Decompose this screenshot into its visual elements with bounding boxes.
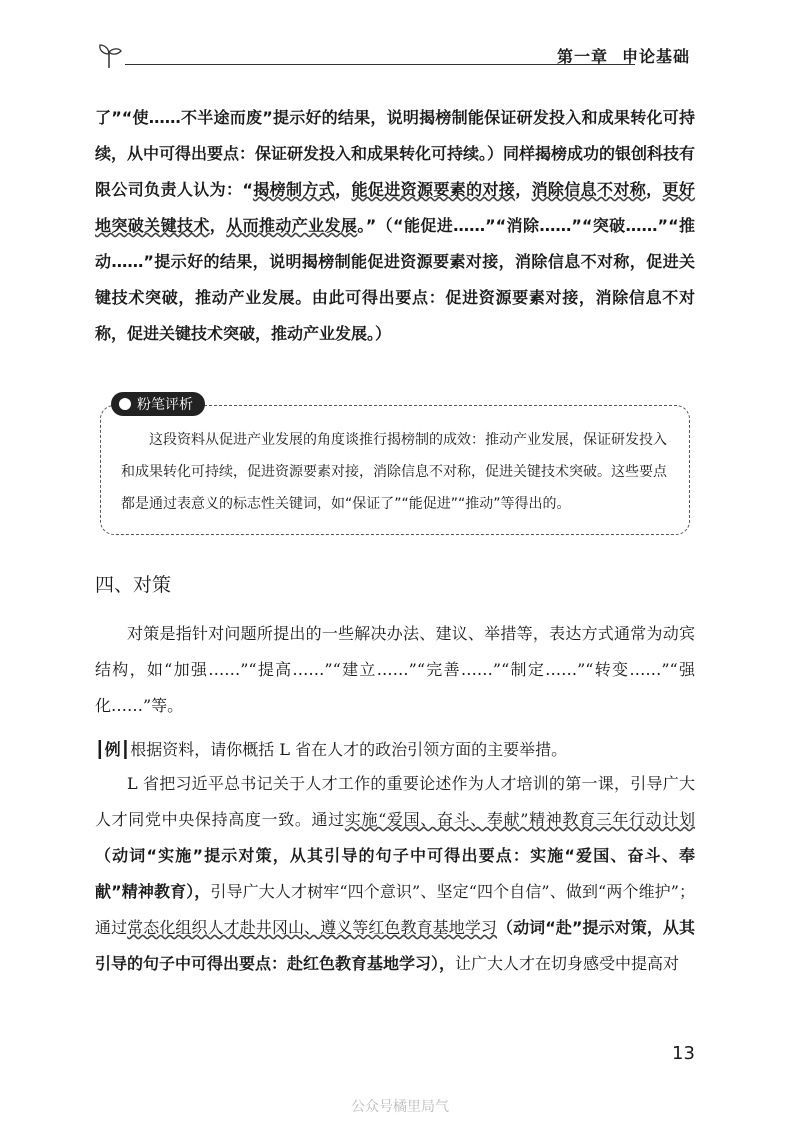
comment-tag (111, 392, 205, 416)
paragraph-definition: 对策是指针对问题所提出的一些解决办法、建议、举措等，表达方式通常为动宾结构，如“加强……”“提高……”“建立……”“完善……”“制定……”“转变……”“强化……”等。 (95, 624, 695, 715)
underlined-phrase: 从而推动产业发展 (226, 216, 358, 235)
page-header (95, 40, 700, 70)
text-run: L 省把习近平总书记关于人才工作的重要论述作为人才培训的第一课，引导广大人才同党中央保持高度一致。通过 (95, 774, 695, 829)
section-title: 四、对策 (95, 574, 172, 596)
example-question (95, 732, 695, 768)
underlined-phrase: 实施“爱国、奋斗、奉献”精神教育三年行动计划 (344, 810, 695, 829)
leaf-icon (119, 398, 131, 410)
watermark: 公众号橘里局气 (351, 1099, 449, 1115)
example-tag: ┃例┃ (95, 740, 131, 759)
text-run: ， (209, 216, 227, 235)
underlined-phrase: 更好地突破关键技术 (95, 180, 695, 235)
paragraph-analysis (95, 100, 695, 352)
comment-text: 这段资料从促进产业发展的角度谈推行揭榜制的成效：推动产业发展，保证研发投入和成果转化可持续，促进资源要素对接，消除信息不对称，促进关键技术突破。这些要点都是通过表意义的标志性关键词，如“保证了”“能促进”“推动”等得出的。 (121, 432, 667, 512)
annotation-run: （动词“实施”提示对策，从其引导的句子中可得出要点：实施“爱国、奋斗、奉献”精神教育）， (95, 846, 695, 901)
text-run: 。” (357, 216, 377, 235)
underlined-phrase: 揭榜制方式 (252, 180, 336, 199)
text-run: （“能促进……”“消除……”“突破……”“推动……”提示好的结果，说明揭榜制能促进资源要素对接，消除信息不对称，促进关键技术突破，推动产业发展。由此可得出要点：促进资源要素对接，消除信息不对称，促进关键技术突破，推动产业发展。） (95, 216, 695, 343)
text-run: 了”“使……不半途而废”提示好的结果，说明揭榜制能保证研发投入和成果转化可持续，从中可得出要点：保证研发投入和成果转化可持续。）同样揭榜成功的银创科技有限公司负责人认为：“ (95, 108, 696, 199)
comment-tag-label: 粉笔评析 (137, 397, 193, 413)
text-run: ， (515, 180, 532, 199)
comment-box (100, 397, 690, 535)
paragraph-material (95, 766, 695, 982)
text-run: ， (335, 180, 352, 199)
text-run: 引导广大人才树牢“四个意识”、坚定“四个自信”、做到“两个维护”；通过 (95, 882, 695, 937)
underlined-phrase: 常态化组织人才赴井冈山、遵义等红色教育基地学习 (127, 918, 497, 937)
underlined-phrase: 消除信息不对称 (531, 180, 647, 199)
chapter-title: 申论基础 (621, 47, 690, 66)
sprout-icon (95, 40, 125, 70)
chapter-number: 第一章 (556, 47, 608, 66)
text-run: 让广大人才在切身感受中提高对 (455, 954, 680, 973)
annotation-run: （动词“赴”提示对策，从其引导的句子中可得出要点：赴红色教育基地学习）， (95, 918, 695, 973)
chapter-heading (543, 44, 690, 67)
page-number: 13 (672, 1043, 695, 1064)
example-text: 根据资料，请你概括 L 省在人才的政治引领方面的主要举措。 (130, 740, 568, 759)
text-run: ， (646, 180, 663, 199)
underlined-phrase: 能促进资源要素的对接 (351, 180, 516, 199)
